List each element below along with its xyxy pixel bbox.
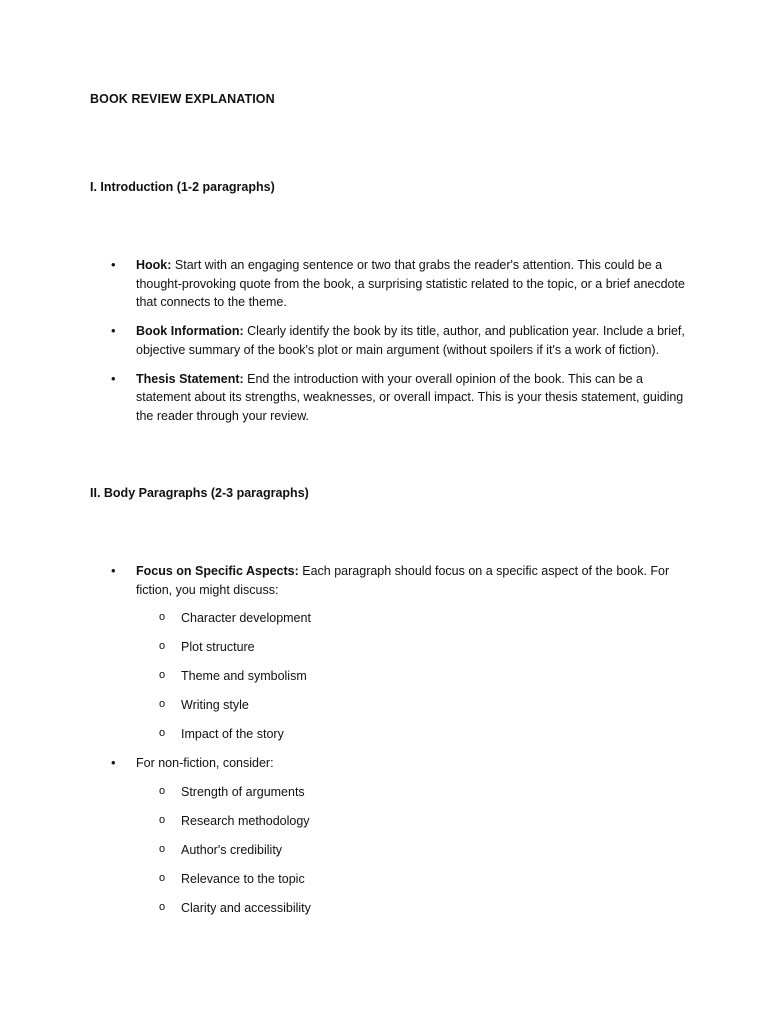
sublist-item: o Writing style <box>136 696 690 715</box>
list-item <box>90 754 690 917</box>
bullet-lead-focus-on-specific-aspects: Focus on Specific Aspects: <box>136 564 299 578</box>
bullet-text: Clearly identify the book by its title, author, and publication year. Include a brief, objective summary of the book's plot or main argument (without spoilers if it's a work of fiction). <box>136 324 685 357</box>
document-title: BOOK REVIEW EXPLANATION <box>90 92 275 106</box>
bullet-lead-thesis-statement: Thesis Statement: <box>136 371 244 386</box>
fiction-aspects-sublist <box>136 609 690 744</box>
sublist-item: o Theme and symbolism <box>136 667 690 686</box>
sublist-item: o Clarity and accessibility <box>136 899 690 918</box>
bullet-text: Start with an engaging sentence or two that grabs the reader's attention. This could be a thought-provoking quote from the book, a surprising statistic related to the topic, or a brief anecdote that connects to the theme. <box>136 258 685 309</box>
sublist-item: o Strength of arguments <box>136 783 690 802</box>
body-bullet-list <box>90 562 690 928</box>
sublist-item: o Author's credibility <box>136 841 690 860</box>
sublist-item: o Research methodology <box>136 812 690 831</box>
section-heading-introduction: I. Introduction (1-2 paragraphs) <box>90 180 275 194</box>
list-item <box>90 322 690 359</box>
sublist-item: o Character development <box>136 609 690 628</box>
list-item <box>90 370 690 426</box>
sublist-item: o Plot structure <box>136 638 690 657</box>
non-fiction-aspects-sublist <box>136 783 690 918</box>
bullet-text: Each paragraph should focus on a specific aspect of the book. For fiction, you might discuss: <box>136 564 670 597</box>
sublist-item: o Relevance to the topic <box>136 870 690 889</box>
bullet-text: For non-fiction, consider: <box>136 756 274 770</box>
bullet-lead-book-information: Book Information: <box>136 324 244 338</box>
list-item <box>90 256 690 312</box>
bullet-text: End the introduction with your overall opinion of the book. This can be a statement about its strengths, weaknesses, or overall impact. This is your thesis statement, guiding the reader through your review. <box>136 371 684 423</box>
section-heading-body-paragraphs: II. Body Paragraphs (2-3 paragraphs) <box>90 486 309 500</box>
introduction-bullet-list <box>90 256 690 436</box>
list-item <box>90 562 690 744</box>
bullet-lead-hook: Hook: <box>136 258 172 272</box>
sublist-item: o Impact of the story <box>136 725 690 744</box>
